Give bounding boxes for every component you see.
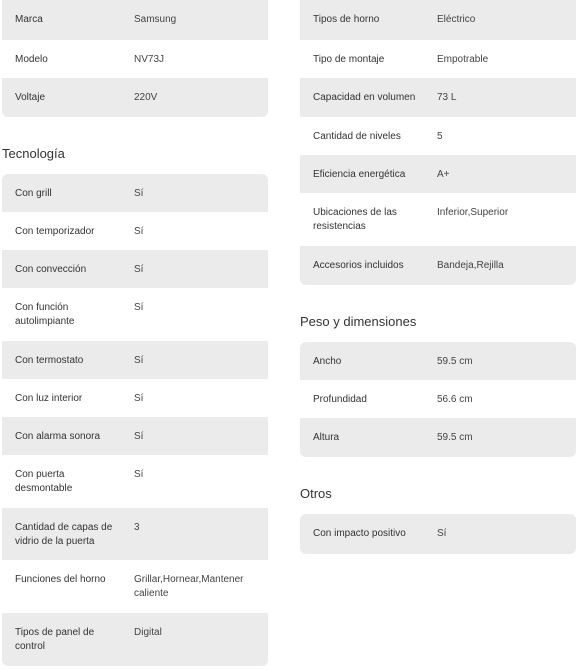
spec-key: Con función autolimpiante [15,302,75,327]
spec-row [300,514,576,554]
spec-key: Cantidad de niveles [313,131,401,142]
spec-value: Sí [134,431,144,442]
section-title-tecnologia: Tecnología [2,146,65,161]
spec-row [2,174,268,212]
spec-row [2,341,268,379]
spec-key: Con convección [15,264,87,275]
spec-row [300,418,576,457]
spec-key: Con alarma sonora [15,431,101,442]
spec-value: Inferior,Superior [437,207,509,218]
spec-row [2,78,268,117]
general-specs-table-left [2,0,268,117]
spec-row [2,508,268,560]
spec-row [300,380,576,418]
spec-key: Con impacto positivo [313,528,406,539]
peso-dimensiones-table [300,342,576,457]
spec-row [300,193,576,246]
spec-value: Sí [134,226,144,237]
tecnologia-table [2,174,268,666]
spec-value: Sí [134,302,144,313]
spec-key: Marca [15,14,43,25]
spec-row [2,288,268,341]
spec-key: Con termostato [15,355,84,366]
spec-key: Accesorios incluidos [313,260,404,271]
spec-key: Funciones del horno [15,574,106,585]
spec-row [300,40,576,78]
section-title-peso: Peso y dimensiones [300,314,417,329]
spec-key: Altura [313,432,340,443]
spec-row [2,455,268,508]
spec-row [300,246,576,285]
spec-value: 3 [134,522,140,533]
spec-value: 73 L [437,92,457,103]
spec-value: Sí [134,264,144,275]
spec-key: Voltaje [15,92,46,103]
spec-key: Tipo de montaje [313,54,385,65]
spec-value: A+ [437,169,450,180]
spec-value: Samsung [134,14,177,25]
spec-key: Eficiencia energética [313,169,406,180]
spec-key: Ubicaciones de las resistencias [313,207,397,232]
spec-row [2,613,268,666]
general-specs-table-right [300,0,576,285]
spec-row [300,342,576,380]
spec-value: Sí [134,355,144,366]
spec-value: Eléctrico [437,14,476,25]
spec-key: Capacidad en volumen [313,92,416,103]
spec-key: Con puerta desmontable [15,469,73,494]
spec-row [300,0,576,40]
spec-row [2,0,268,40]
spec-key: Con grill [15,188,52,199]
spec-value: 220V [134,92,158,103]
spec-value: 59.5 cm [437,432,473,443]
spec-row [2,417,268,455]
spec-value: Sí [437,528,447,539]
spec-value: Digital [134,627,162,638]
spec-row [2,40,268,78]
spec-row [2,212,268,250]
spec-value: 59.5 cm [437,356,473,367]
spec-value: NV73J [134,54,165,65]
spec-row [300,117,576,155]
spec-key: Profundidad [313,394,367,405]
spec-value: Empotrable [437,54,489,65]
spec-value: 56.6 cm [437,394,473,405]
spec-value: 5 [437,131,443,142]
spec-key: Modelo [15,54,48,65]
spec-row [2,560,268,613]
spec-row [300,155,576,193]
spec-row [2,250,268,288]
section-title-otros: Otros [300,486,332,501]
spec-value: Sí [134,188,144,199]
spec-key: Con luz interior [15,393,83,404]
spec-key: Con temporizador [15,226,95,237]
spec-value: Sí [134,393,144,404]
spec-key: Ancho [313,356,342,367]
spec-value: Grillar,Hornear,Mantener caliente [134,574,244,599]
otros-table [300,514,576,554]
spec-value: Bandeja,Rejilla [437,260,504,271]
spec-row [300,78,576,117]
spec-row [2,379,268,417]
spec-key: Tipos de panel de control [15,627,95,652]
spec-key: Cantidad de capas de vidrio de la puerta [15,522,113,547]
spec-key: Tipos de horno [313,14,380,25]
spec-value: Sí [134,469,144,480]
